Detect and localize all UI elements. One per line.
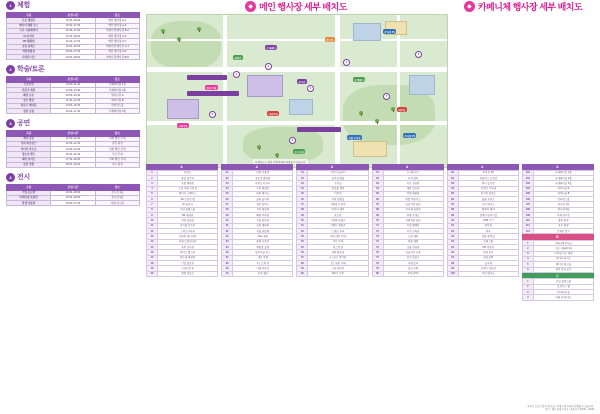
list-item: 39 카페 라운지 — [222, 266, 293, 271]
list-item: 24 수학 체험존 — [222, 186, 293, 191]
list-item: 90 ATM 기기 — [447, 218, 518, 223]
list-item: 42 유아 휴게실 — [297, 175, 368, 180]
map-label[interactable]: 안내센터 — [266, 46, 276, 50]
table-row: 로봇 체험존 10:00~18:00 메인 행사장 A-1 — [7, 18, 140, 23]
col-header: 운영시간 — [51, 185, 95, 190]
list-item: 97 화장실 B — [447, 255, 518, 260]
map-marker[interactable]: 7 — [383, 93, 390, 100]
list-item: 10 과학 실험실 — [147, 218, 218, 223]
building — [353, 141, 387, 157]
table-row: 청년 포럼 16:00~17:30 국제회의실 3층 — [7, 109, 140, 114]
list-item: 29 해양 과학관 — [222, 213, 293, 218]
col-header: 구분 — [7, 77, 51, 82]
footer-line-1: ※ 상기 프로그램 및 배치도는 운영 사정에 따라 변경될 수 있습니다. — [527, 406, 594, 409]
list-item: 15 우주 탐사관 — [147, 244, 218, 249]
list-item: 27 천문 관측소 — [222, 202, 293, 207]
tree-icon — [197, 27, 201, 31]
building — [409, 75, 435, 95]
list-item: 7 AI 놀이터 — [147, 202, 218, 207]
map-label[interactable]: 호수공원 — [294, 150, 304, 154]
list-item: 52 스탬프 투어 — [297, 229, 368, 234]
list-item: 64 대학 입시관 — [372, 186, 443, 191]
list-item: 3 AI 세미나실 — [522, 290, 593, 295]
table-row: 디지털 아트 10:00~18:00 카페니체 행사장 B-5 — [7, 55, 140, 60]
main-venue-map[interactable] — [146, 14, 448, 168]
list-item: 36 업사이클 부스 — [222, 250, 293, 255]
list-item: 57 e스포츠 경기장 — [297, 255, 368, 260]
performance-table — [6, 130, 140, 168]
list-item: 81 주차장 P2 — [447, 170, 518, 175]
index-table — [296, 170, 368, 277]
cafenice-venue-column — [452, 0, 594, 14]
list-item: 94 프레스룸 — [447, 239, 518, 244]
program-schedule-column — [6, 0, 140, 210]
list-item: 107 전시관 1홀 — [522, 202, 593, 207]
list-item: 104 세미나실 A — [522, 186, 593, 191]
road-vertical — [397, 15, 400, 167]
index-column-4 — [372, 164, 444, 301]
list-item: 4 미디어 파사드 — [522, 256, 593, 261]
section-badge: 1 — [6, 1, 15, 10]
tree-icon — [375, 119, 379, 123]
zone-header: A — [522, 164, 594, 170]
map-label[interactable]: 어린이존 — [178, 124, 188, 128]
list-item: 26 물리 놀이터 — [222, 197, 293, 202]
list-item: 2 드론 시뮬레이터 — [522, 246, 593, 251]
list-item: 66 취업 지원 부스 — [372, 197, 443, 202]
list-item: 34 환경 교육장 — [222, 239, 293, 244]
list-item: 41 어린이 놀이터 — [297, 170, 368, 175]
index-table-c — [522, 278, 594, 300]
building — [353, 23, 381, 41]
list-item: 79 흡연 구역 — [372, 266, 443, 271]
index-column-5 — [447, 164, 519, 301]
index-column-1 — [146, 164, 218, 301]
venue-index-tables — [146, 164, 594, 301]
main-venue-header — [146, 0, 446, 13]
table-row: 코딩 클래스 13:00~16:00 카페니체 행사장 C-1 — [7, 44, 140, 49]
col-header: 구분 — [7, 131, 51, 136]
col-header: 구분 — [7, 13, 51, 18]
col-header: 운영시간 — [51, 13, 95, 18]
table-row: 학생 작품전 10:00~17:00 야외 전시존 — [7, 201, 140, 206]
index-table — [372, 170, 444, 277]
table-row: 불꽃 연출 18:00~18:20 호수 광장 — [7, 162, 140, 167]
list-item: 35 재활용 공방 — [222, 244, 293, 249]
list-item: 62 독서 쉼터 — [372, 175, 443, 180]
col-header: 장소 — [95, 77, 139, 82]
list-item: 76 응급처치 교육 — [372, 250, 443, 255]
section-badge: 2 — [6, 65, 15, 74]
tree-icon — [161, 29, 165, 33]
list-item: 47 자원봉사 본부 — [297, 202, 368, 207]
list-item: 112 산책로 입구 — [522, 229, 593, 234]
index-column-2 — [221, 164, 293, 301]
main-venue-title: 메인 행사장 세부 배치도 — [259, 2, 347, 12]
experience-table — [6, 12, 140, 60]
table-row: 패널 토론 15:00~16:30 세미나실 A — [7, 93, 140, 98]
list-item: 23 과학도서 전시 — [222, 181, 293, 186]
zone-header: A — [447, 164, 519, 170]
list-item: 19 스타트업 존 — [147, 266, 218, 271]
list-item: 12 스마트시티관 — [147, 229, 218, 234]
section-label: 전시 — [17, 174, 30, 182]
map-label[interactable]: 메인 무대 — [206, 86, 217, 90]
section-title-performance — [6, 118, 140, 128]
list-item: 72 안전 교육장 — [372, 229, 443, 234]
section-badge: 3 — [6, 119, 15, 128]
list-item: 59 드론 레이싱 — [297, 266, 368, 271]
table-row: 전문가 세션 13:00~14:30 국제회의실 2층 — [7, 88, 140, 93]
map-label[interactable]: 야외무대 — [268, 112, 278, 116]
index-table — [447, 170, 519, 277]
section-label: 공연 — [17, 120, 30, 128]
location-pin-icon: ◆ — [464, 1, 475, 12]
list-item: 3 로봇 체험존 — [147, 181, 218, 186]
col-header: 장소 — [95, 13, 139, 18]
list-item: 53 야외 메인 무대 — [297, 234, 368, 239]
list-item: 43 수유실 — [297, 181, 368, 186]
list-item: 100 비상 대피소 — [447, 271, 518, 276]
list-item: 6 3D 프린팅 랩 — [147, 197, 218, 202]
list-item: 48 미디어 센터 — [297, 207, 368, 212]
col-header: 운영시간 — [51, 77, 95, 82]
zone-header: A — [296, 164, 368, 170]
table-row: AI 놀이터 10:00~18:00 메인 행사장 A-5 — [7, 34, 140, 39]
list-item: 106 컨퍼런스홀 — [522, 197, 593, 202]
map-label[interactable]: 주차장 P1 — [384, 30, 395, 34]
list-item: 69 관광 안내소 — [372, 213, 443, 218]
list-item: 16 바이오 헬스관 — [147, 250, 218, 255]
tree-icon — [391, 107, 395, 111]
list-item: 110 중앙 광장 — [522, 218, 593, 223]
list-item: 5 메이커 워크숍 — [522, 262, 593, 267]
section-label: 학술/토론 — [17, 66, 45, 74]
list-item: 67 공공기관 홍보 — [372, 202, 443, 207]
list-item: 75 교통 안전관 — [372, 244, 443, 249]
list-item: 78 화장실 A — [372, 260, 443, 265]
list-item: 70 자원순환 홍보 — [372, 218, 443, 223]
zone-strip — [297, 127, 341, 132]
list-item: 88 휠체어 대여 — [447, 207, 518, 212]
table-row: 기조강연 10:00~11:30 국제회의실 1층 — [7, 82, 140, 87]
building — [167, 99, 199, 119]
road-horizontal — [147, 67, 447, 72]
table-row: 청소년 밴드 15:30~16:10 서브 무대 — [7, 152, 140, 157]
zone-header-b: B — [522, 234, 594, 240]
road-horizontal — [147, 121, 447, 125]
list-item: 71 헌혈 캠페인 — [372, 223, 443, 228]
tree-icon — [257, 145, 261, 149]
section-performance — [6, 118, 140, 168]
zone-header: A — [372, 164, 444, 170]
table-row: 개막 공연 10:30~11:00 야외 메인 무대 — [7, 136, 140, 141]
academic-table — [6, 76, 140, 114]
map-label[interactable]: 체험존 — [234, 56, 242, 60]
footer-note — [527, 406, 594, 412]
list-item: 65 직업 체험관 — [372, 191, 443, 196]
list-item: 109 야외 전시존 — [522, 213, 593, 218]
list-item: 51 이벤트 경품존 — [297, 223, 368, 228]
table-row: VR 체험관 11:00~17:00 메인 행사장 A-7 — [7, 39, 140, 44]
map-marker[interactable]: 2 — [265, 63, 272, 70]
map-label[interactable]: 푸드존 — [326, 38, 334, 42]
section-title-experience — [6, 0, 140, 10]
col-header: 장소 — [95, 131, 139, 136]
list-item: 56 체육 활동장 — [297, 250, 368, 255]
section-label: 체험 — [17, 2, 30, 9]
list-item: 46 안전 상황실 — [297, 197, 368, 202]
list-item: 1 코딩 클래스룸 — [522, 279, 593, 284]
table-row: 과학실험실 10:00~17:00 메인 행사장 A-9 — [7, 49, 140, 54]
list-item: 99 쓰레기 집하장 — [447, 266, 518, 271]
list-item: 1 안내소 — [147, 170, 218, 175]
list-item: 55 버스킹 존 — [297, 244, 368, 249]
list-item: 17 반도체 체험관 — [147, 255, 218, 260]
section-experience — [6, 0, 140, 60]
building — [247, 75, 283, 97]
zone-header: A — [221, 164, 293, 170]
list-item: 13 친환경 에너지관 — [147, 234, 218, 239]
list-item: 54 서브 무대 — [297, 239, 368, 244]
list-item: 38 푸드트럭 존 — [222, 260, 293, 265]
list-item: 40 휴게 쉼터 — [222, 271, 293, 276]
list-item: 108 전시관 2홀 — [522, 207, 593, 212]
section-title-academic — [6, 64, 140, 74]
map-label[interactable]: 셔틀 승강장 — [348, 136, 361, 140]
list-item: 84 자전거 거치대 — [447, 186, 518, 191]
list-item: 44 분실물 센터 — [297, 186, 368, 191]
table-row: 라운드 테이블 14:00~15:30 컨퍼런스홀 — [7, 103, 140, 108]
location-pin-icon: ◆ — [245, 1, 256, 12]
list-item: 30 지질 표본관 — [222, 218, 293, 223]
main-venue-map-column — [146, 0, 446, 168]
list-item: 5 메이커 스페이스 — [147, 191, 218, 196]
section-academic — [6, 64, 140, 114]
table-row: 메이커 체험 부스 10:00~17:30 메인 행사장 A-3 — [7, 23, 140, 28]
list-item: 92 약국 — [447, 229, 518, 234]
list-item: 14 미래 모빌리티관 — [147, 239, 218, 244]
table-row: 폐막 콘서트 17:00~18:00 야외 메인 무대 — [7, 157, 140, 162]
list-item: 102 국제회의실 2층 — [522, 175, 593, 180]
table-row: 미디어 아트쇼 14:00~14:40 야외 메인 무대 — [7, 147, 140, 152]
list-item: 95 VIP 라운지 — [447, 244, 518, 249]
list-item: 21 학생 작품전 — [222, 170, 293, 175]
map-marker[interactable]: 5 — [209, 111, 216, 118]
index-column-3 — [296, 164, 368, 301]
map-label[interactable]: 주차장 P2 — [404, 134, 415, 138]
list-item: 2 로보틱스 랩 — [522, 284, 593, 289]
index-table — [146, 170, 218, 277]
list-item: 4 야외 휴게 데크 — [522, 295, 593, 300]
list-item: 33 Tree 체험 — [222, 234, 293, 239]
exhibition-table — [6, 184, 140, 206]
list-item: 73 소방 체험 — [372, 234, 443, 239]
map-marker[interactable]: 1 — [233, 71, 240, 78]
tree-icon — [359, 111, 363, 115]
list-item: 63 진로 상담관 — [372, 181, 443, 186]
table-row: 연구 발표 11:00~12:30 세미나실 B — [7, 98, 140, 103]
list-item: 31 곤충 생태관 — [222, 223, 293, 228]
list-item: 101 국제회의실 1층 — [522, 170, 593, 175]
map-marker[interactable]: 3 — [307, 85, 314, 92]
index-table-b — [522, 240, 594, 273]
list-item: 77 보건 상담소 — [372, 255, 443, 260]
list-item: 68 지자체 홍보관 — [372, 207, 443, 212]
list-item: 103 국제회의실 3층 — [522, 181, 593, 186]
tree-icon — [275, 153, 279, 157]
map-label[interactable]: 휴게쉼터 — [354, 78, 364, 82]
table-row: 기업 홍보관 10:00~18:00 전시관 1홀 — [7, 190, 140, 195]
zone-strip — [187, 75, 227, 80]
index-column-6 — [522, 164, 594, 301]
list-item: 105 세미나실 B — [522, 191, 593, 196]
list-item: 9 VR 체험관 — [147, 213, 218, 218]
footer-line-2: 문의 : 행사 운영 사무국 / 운영시간 10:00 ~ 18:00 — [545, 409, 594, 412]
list-item: 98 급수대 — [447, 260, 518, 265]
list-item: 50 기념품 판매소 — [297, 218, 368, 223]
list-item: 87 우산 대여소 — [447, 202, 518, 207]
zone-header-c: C — [522, 273, 594, 279]
zone-header: A — [146, 164, 218, 170]
list-item: 8 코딩 클래스룸 — [147, 207, 218, 212]
list-item: 20 창업 상담소 — [147, 271, 218, 276]
list-item: 45 의무실 — [297, 191, 368, 196]
list-item: 80 주차장 P1 — [372, 271, 443, 276]
map-legend-note: ※ 배치도는 현장 사정에 따라 변경될 수 있습니다 — [255, 160, 306, 164]
list-item: 86 물품 보관소 — [447, 197, 518, 202]
zone-strip — [187, 91, 239, 96]
road-vertical — [335, 15, 340, 167]
list-item: 74 경찰 체험 — [372, 239, 443, 244]
building — [289, 99, 313, 115]
index-table — [221, 170, 293, 277]
list-item: 18 기업 홍보관 — [147, 260, 218, 265]
section-badge: 4 — [6, 173, 15, 182]
map-label[interactable]: 의무실 — [398, 108, 406, 112]
list-item: 22 청소년 발명관 — [222, 175, 293, 180]
list-item: 49 포토존 — [297, 213, 368, 218]
list-item: 4 드론 비행 시연장 — [147, 186, 218, 191]
list-item: 60 RC카 트랙 — [297, 271, 368, 276]
list-item: 32 식물 관찰원 — [222, 229, 293, 234]
section-exhibition — [6, 172, 140, 206]
list-item: 61 도서관 부스 — [372, 170, 443, 175]
index-table — [522, 170, 594, 235]
list-item: 3 디지털 아트 체험 — [522, 251, 593, 256]
tree-icon — [177, 37, 181, 41]
map-marker[interactable]: 8 — [415, 51, 422, 58]
list-item: 96 운영 본부 — [447, 250, 518, 255]
map-marker[interactable]: 6 — [289, 137, 296, 144]
list-item: 93 방송 중계실 — [447, 234, 518, 239]
list-item: 111 호수 광장 — [522, 223, 593, 228]
park-area — [243, 127, 323, 163]
col-header: 운영시간 — [51, 131, 95, 136]
list-item: 85 전기차 충전소 — [447, 191, 518, 196]
map-marker[interactable]: 4 — [343, 59, 350, 66]
table-row: 드론 시뮬레이터 10:30~17:00 카페니체 행사장 B-2 — [7, 28, 140, 33]
list-item: 82 셔틀버스 승강장 — [447, 175, 518, 180]
list-item: 25 화학 매직쇼 — [222, 191, 293, 196]
cafenice-venue-header — [452, 0, 594, 13]
list-item: 89 장애인 편의시설 — [447, 213, 518, 218]
list-item: 6 청년 창작 공간 — [522, 267, 593, 272]
list-item: 28 기상 체험관 — [222, 207, 293, 212]
list-item: 83 택시 승강장 — [447, 181, 518, 186]
col-header: 장소 — [95, 185, 139, 190]
list-item: 91 편의점 — [447, 223, 518, 228]
list-item: 11 디지털 아트존 — [147, 223, 218, 228]
col-header: 구분 — [7, 185, 51, 190]
list-item: 1 카페니체 안내소 — [522, 240, 593, 245]
table-row: 거리 퍼포먼스 12:00~12:40 중앙 광장 — [7, 141, 140, 146]
road-horizontal — [147, 39, 447, 41]
section-title-exhibition — [6, 172, 140, 182]
list-item: 37 에코 마켓 — [222, 255, 293, 260]
table-row: 미래기술 특별전 10:00~18:00 전시관 2홀 — [7, 195, 140, 200]
map-label[interactable]: 전시관 — [298, 80, 306, 84]
list-item: 2 종합 접수처 — [147, 175, 218, 180]
list-item: 58 보드게임 카페 — [297, 260, 368, 265]
cafenice-venue-title: 카페니체 행사장 세부 배치도 — [477, 2, 583, 12]
